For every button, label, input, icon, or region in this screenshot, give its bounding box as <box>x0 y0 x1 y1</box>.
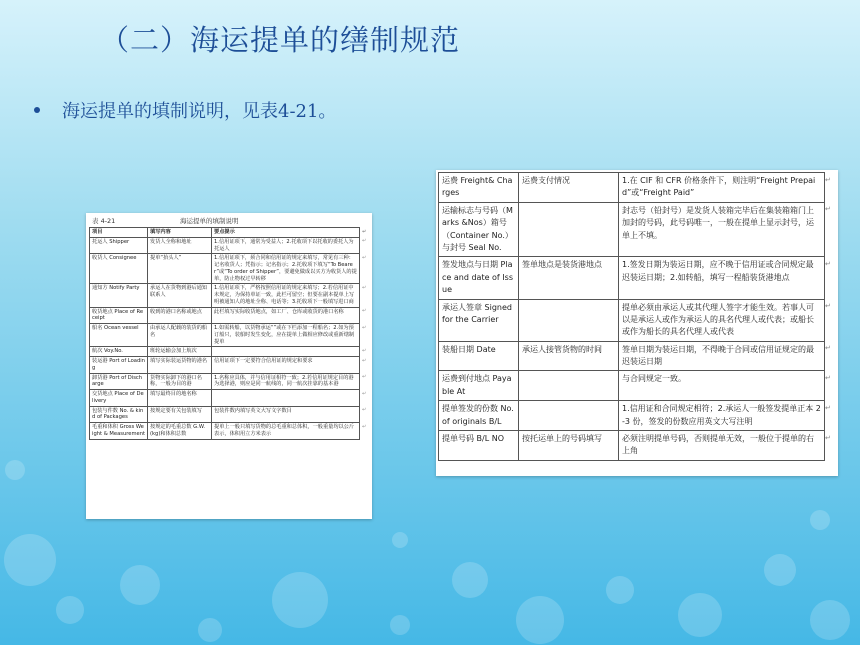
table-row <box>439 202 837 257</box>
table-caption <box>86 213 372 227</box>
table-row <box>90 406 366 423</box>
table-cell: 此栏填写实际收货地点，如工厂、仓库或收货的港口名称 <box>212 307 360 324</box>
table-cell: 提单上一般只填写货物的总毛重和总体积，一般重量均以公斤表示，体积用立方米表示 <box>212 423 360 440</box>
return-mark-icon: ↵ <box>362 347 367 354</box>
table-cell: 1.签发日期为装运日期，应不晚于信用证或合同规定最迟装运日期；2.如转船，填写一程船装货港地点 <box>619 257 825 299</box>
table-cell: 装船日期 Date <box>439 341 519 371</box>
table-cell: 1.在 CIF 和 CFR 价格条件下，则注明“Freight Prepaid”或“Freight Paid” <box>619 173 825 203</box>
table-number: 表 4-21 <box>92 217 116 225</box>
page-title: （二）海运提单的缮制规范 <box>100 23 461 57</box>
table-cell: 按托运单上的号码填写 <box>519 431 619 461</box>
table-cell: 提单签发的份数 No.of originals B/L <box>439 401 519 431</box>
table-cell: 按规定要有关包装填写 <box>148 406 212 423</box>
table-cell: 船名 Ocean vessel <box>90 324 148 347</box>
table-cell: 通知方 Notify Party <box>90 284 148 307</box>
table-cell: 收货人 Consignee <box>90 254 148 284</box>
return-mark-icon: ↵ <box>362 423 367 430</box>
table-cell: 必须注明提单号码，否则提单无效，一般位于提单的右上角 <box>619 431 825 461</box>
table-cell: 提单号码 B/L NO <box>439 431 519 461</box>
table-cell: 填写最终目的地名称 <box>148 390 212 407</box>
table-cell: 签单地点是装货港地点 <box>519 257 619 299</box>
table-cell: 运费支付情况 <box>519 173 619 203</box>
table-row <box>90 423 366 440</box>
return-mark-icon: ↵ <box>825 433 831 442</box>
return-mark-icon: ↵ <box>362 254 367 261</box>
table-row <box>90 228 366 238</box>
return-mark-icon: ↵ <box>362 284 367 291</box>
return-mark-icon: ↵ <box>362 308 367 314</box>
table-cell: 包装与件数 No. & kind of Packages <box>90 406 148 423</box>
table-row <box>439 341 837 371</box>
table-cell: 发货人全称和地址 <box>148 237 212 254</box>
table-cell: 1.信用证项下，须合同和信用证的规定来填写，常见有三种：记名收货人；凭指示；记名指示；2.托收项下填写“To Bearer”或“To order of Shipper”，要避免做成以买方为收货人的提单，防止物权过早转移 <box>212 254 360 284</box>
table-cell: 由承运人配载的装货的船名 <box>148 324 212 347</box>
table-row <box>90 254 366 284</box>
table-cell: 信用证项下一定要符合信用证的规定和要求 <box>212 357 360 374</box>
table-row <box>90 347 366 357</box>
table-cell: 签发地点与日期 Place and date of Issue <box>439 257 519 299</box>
table-row <box>439 431 837 461</box>
return-mark-icon: ↵ <box>362 238 367 245</box>
table-row <box>90 237 366 254</box>
table-row <box>90 357 366 374</box>
table-row <box>90 284 366 307</box>
return-mark-icon: ↵ <box>825 259 831 268</box>
table-cell: 填写内容 <box>148 228 212 238</box>
table-row <box>439 173 837 203</box>
return-mark-icon: ↵ <box>362 407 367 413</box>
bullet-text: 海运提单的填制说明，见表4-21。 <box>62 101 337 122</box>
table-cell: 班轮运输会加上航次 <box>148 347 212 357</box>
table-cell: 收到的港口名称或地点 <box>148 307 212 324</box>
table-cell <box>519 371 619 401</box>
table-cell: 运费 Freight& Charges <box>439 173 519 203</box>
table-cell: 货物实际卸下的港口名称，一般为目的港 <box>148 373 212 390</box>
table-cell: 包装件数内填写英文大写文字数目 <box>212 406 360 423</box>
table-row <box>439 299 837 341</box>
return-mark-icon: ↵ <box>825 302 831 311</box>
bullet-item <box>34 97 336 123</box>
table-cell <box>212 347 360 357</box>
table-cell: 毛重和体积 Gross Weight & Measurement <box>90 423 148 440</box>
return-mark-icon: ↵ <box>362 228 367 235</box>
table-row <box>439 401 837 431</box>
return-mark-icon: ↵ <box>825 205 831 214</box>
table-cell: 运费到付地点 Payable At <box>439 371 519 401</box>
return-mark-icon: ↵ <box>825 175 831 184</box>
return-mark-icon: ↵ <box>362 374 367 380</box>
table-cell <box>519 299 619 341</box>
table-row <box>90 307 366 324</box>
bl-fields-table-left <box>89 227 366 440</box>
table-cell: 项目 <box>90 228 148 238</box>
table-cell: 收货地点 Place of Receipt <box>90 307 148 324</box>
table-cell: 航次 Voy.No. <box>90 347 148 357</box>
table-cell: 承运人接管货物的时间 <box>519 341 619 371</box>
table-cell: 1.名称应具体，并与信用证相符一致；2.若信用证规定目的港为选择港，则应是同一航线的，同一航次挂靠的基本港 <box>212 373 360 390</box>
table-cell: 1.信用证和合同规定相符；2.承运人一般签发提单正本 2-3 份，签发的份数应用英文大写注明 <box>619 401 825 431</box>
table-row <box>90 390 366 407</box>
table-row <box>90 373 366 390</box>
return-mark-icon: ↵ <box>362 357 367 364</box>
table-cell <box>212 390 360 407</box>
return-mark-icon: ↵ <box>825 344 831 353</box>
table-cell: 1.如需转船，以货物承运“”或在下栏添加一程船名；2.如为预订船只，装船时发生变化，应在提单上做相应修改或重新缮制提单 <box>212 324 360 347</box>
table-cell: 1.信用证项下，通常为受益人；2.托收项下以托收的委托人为托运人 <box>212 237 360 254</box>
table-cell: 交货地点 Place of Delivery <box>90 390 148 407</box>
return-mark-icon: ↵ <box>825 373 831 382</box>
table-cell: 按规定的毛重总数 G.W.(kg)和体积总数 <box>148 423 212 440</box>
table-cell: 卸货港 Port of Discharge <box>90 373 148 390</box>
return-mark-icon: ↵ <box>825 403 831 412</box>
table-title: 海运提单的填制说明 <box>180 217 239 225</box>
table-cell: 承运人在货物到港后通知联系人 <box>148 284 212 307</box>
table-cell: 填写实际装运货物的港名 <box>148 357 212 374</box>
bullet-dot-icon <box>34 107 40 113</box>
table-cell: 签单日期为装运日期，不得晚于合同或信用证规定的最迟装运日期 <box>619 341 825 371</box>
table-cell: 1.信用证项下，严格按照信用证的规定来填写；2.若信用证中未规定，为保持单证一致，此栏可留空；但要在副本提单上写明被通知人的地址全称、电话等；3.托收项下一般填写进口商 <box>212 284 360 307</box>
return-mark-icon: ↵ <box>362 390 367 397</box>
table-cell <box>519 202 619 257</box>
table-cell: 运输标志与号码（Marks &Nos）箱号（Container No.）与封号 Seal No. <box>439 202 519 257</box>
bl-fields-table-right <box>438 172 837 461</box>
table-cell: 与合同规定一致。 <box>619 371 825 401</box>
table-row <box>439 371 837 401</box>
table-image-left <box>86 213 372 519</box>
table-cell: 承运人签章 Signed for the Carrier <box>439 299 519 341</box>
table-cell: 提单“抬头人” <box>148 254 212 284</box>
return-mark-icon: ↵ <box>362 324 367 331</box>
table-cell: 要点提示 <box>212 228 360 238</box>
table-cell: 提单必须由承运人或其代理人签字才能生效。若事人可以是承运人或作为承运人的具名代理人或代表；或船长或作为船长的具名代理人或代表 <box>619 299 825 341</box>
table-cell: 封志号（铅封号）是发货人装箱完毕后在集装箱箱门上加封的号码，此号码唯一，一般在提单上显示封号，运单上不填。 <box>619 202 825 257</box>
table-row <box>439 257 837 299</box>
table-image-right <box>436 170 838 476</box>
table-cell <box>519 401 619 431</box>
table-cell: 托运人 Shipper <box>90 237 148 254</box>
table-row <box>90 324 366 347</box>
table-cell: 装运港 Port of Loading <box>90 357 148 374</box>
